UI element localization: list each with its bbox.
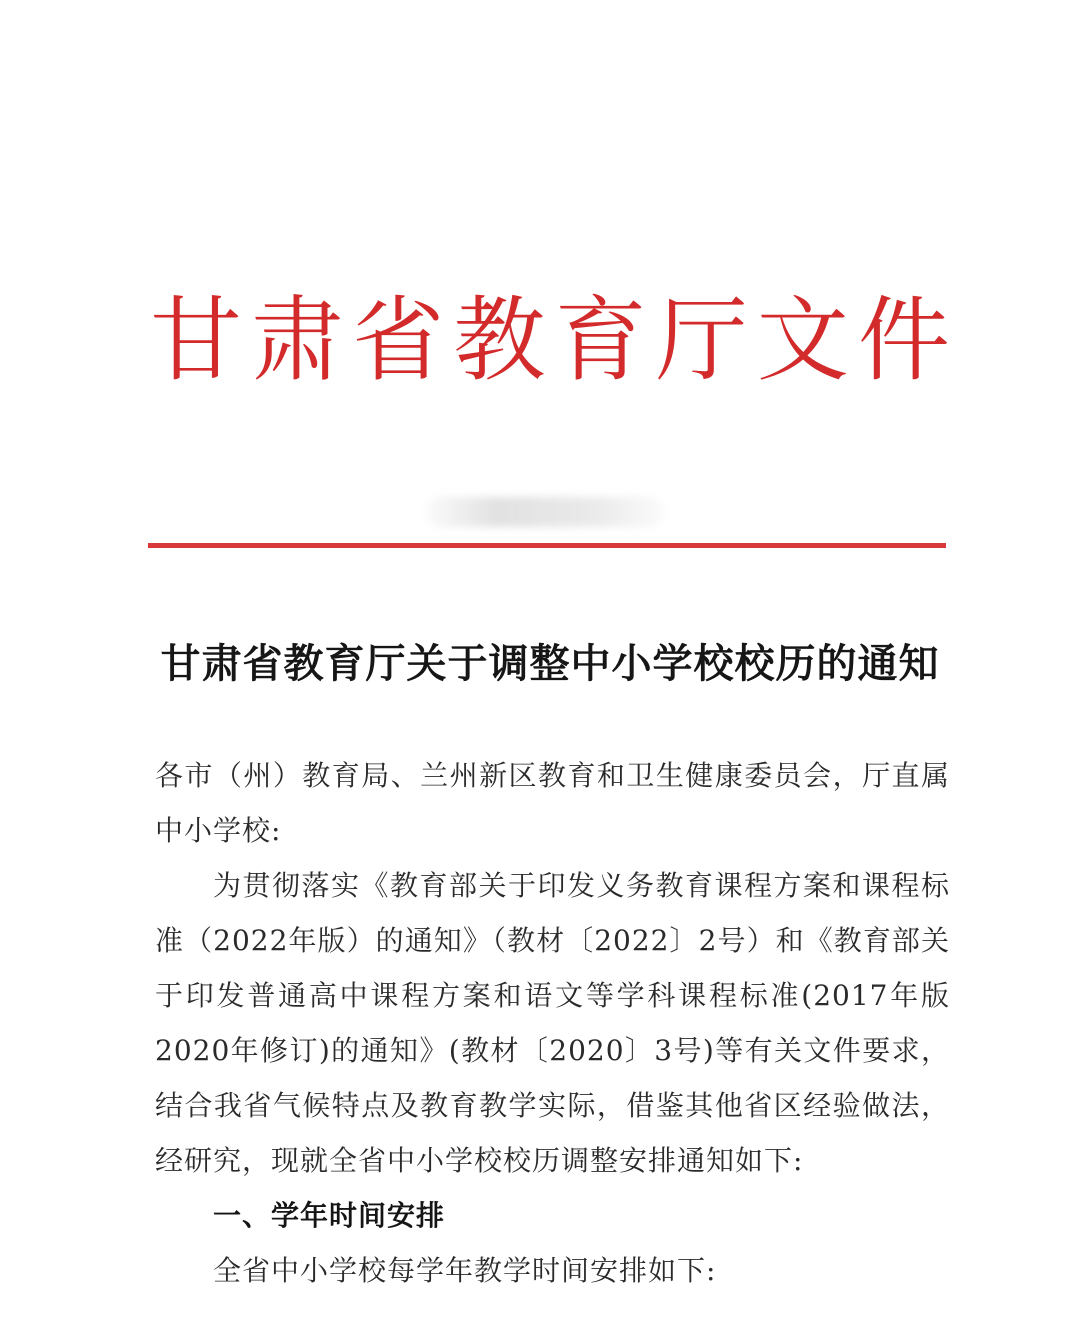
issuer-header-title xyxy=(150,286,950,396)
header-title-char: 肃 xyxy=(251,287,344,394)
section-heading: 一、学年时间安排 xyxy=(213,1199,446,1232)
header-title-char: 文 xyxy=(756,287,849,394)
header-title-char: 育 xyxy=(554,287,647,394)
notice-title: 甘肃省教育厅关于调整中小学校校历的通知 xyxy=(160,641,940,687)
header-title-char: 厅 xyxy=(655,287,748,394)
red-separator-line xyxy=(148,543,946,548)
header-title-char: 教 xyxy=(453,287,546,394)
header-title-char: 件 xyxy=(857,287,950,394)
addressee-paragraph: 各市（州）教育局、兰州新区教育和卫生健康委员会，厅直属中小学校: xyxy=(155,759,950,847)
section-paragraph: 全省中小学校每学年教学时间安排如下: xyxy=(213,1254,717,1287)
blurred-document-number xyxy=(425,497,665,527)
header-title-char: 省 xyxy=(352,287,445,394)
header-title-char: 甘 xyxy=(150,287,243,394)
notice-body xyxy=(155,748,950,1298)
intro-paragraph: 为贯彻落实《教育部关于印发义务教育课程方案和课程标准（2022年版）的通知》（教材〔2022〕2号）和《教育部关于印发普通高中课程方案和语文等学科课程标准(2017年版2020年修订)的通知》(教材〔2020〕3号)等有关文件要求，结合我省气候特点及教育教学实际，借鉴其他省区经验做法，经研究，现就全省中小学校校历调整安排通知如下: xyxy=(155,869,950,1177)
